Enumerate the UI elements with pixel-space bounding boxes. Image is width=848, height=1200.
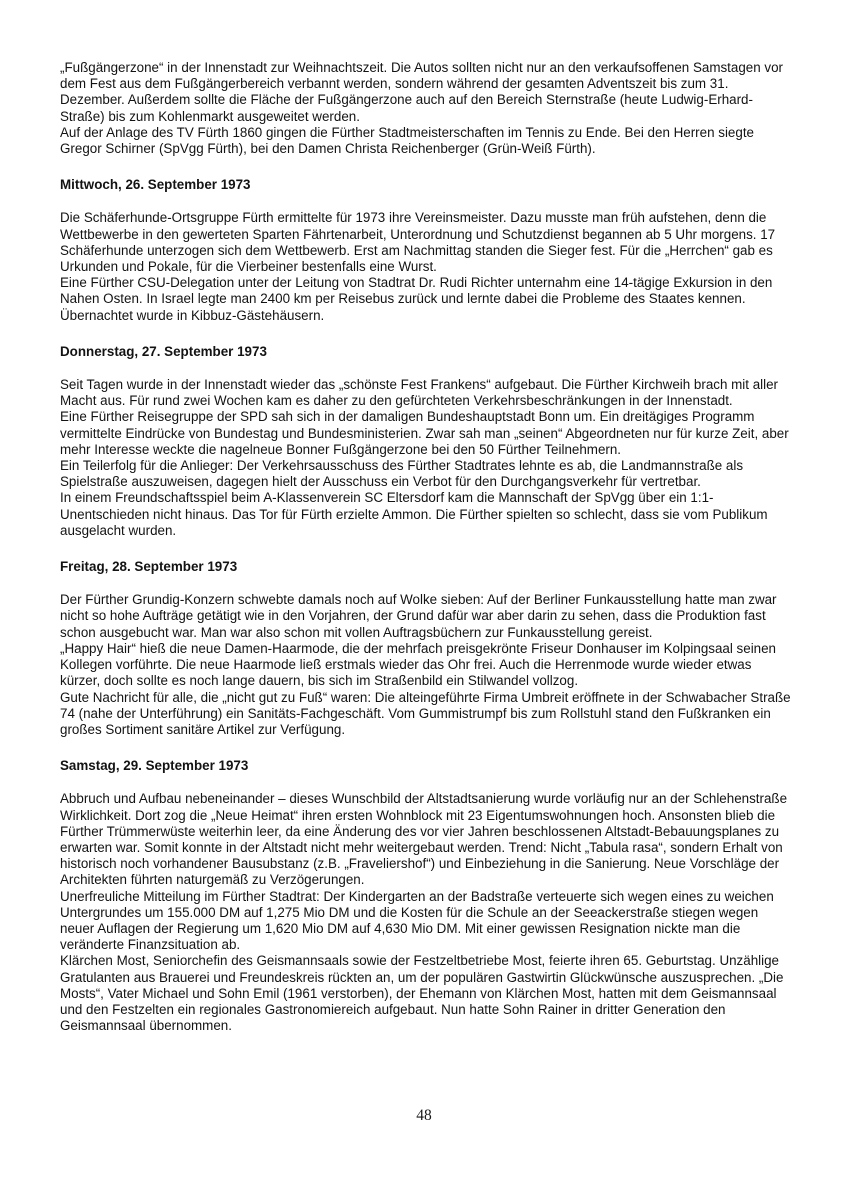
- paragraph: Eine Fürther Reisegruppe der SPD sah sich in der damaligen Bundeshauptstadt Bonn um. Ein dreitägiges Programm vermittelte Eindrücke von Bundestag und Bundesministerien. Zwar sah man „seinen“ Abgeordneten nur für kurze Zeit, aber mehr Interesse weckte die nagelneue Bonner Fußgängerzone bei den 50 Fürther Teilnehmern.: [60, 409, 789, 457]
- section-heading: Donnerstag, 27. September 1973: [60, 343, 267, 359]
- paragraph: Ein Teilerfolg für die Anlieger: Der Verkehrsausschuss des Fürther Stadtrates lehnte es ab, die Landmannstraße als Spielstraße auszuweisen, dagegen hielt der Ausschuss ein Verbot für den Durchgangsverkehr für vertretbar.: [60, 458, 744, 490]
- section-heading: Freitag, 28. September 1973: [60, 559, 238, 575]
- paragraph: „Happy Hair“ hieß die neue Damen-Haarmode, die der mehrfach preisgekrönte Friseur Donhauser im Kolpingsaal seinen Kollegen vorführte. Die neue Haarmode ließ erstmals wieder das Ohr frei. Auch die Herrenmode wurde wieder etwas kürzer, doch sollte es noch lange dauern, bis sich im Straßenbild ein Stilwandel vollzog.: [60, 640, 777, 689]
- paragraph: Gute Nachricht für alle, die „nicht gut zu Fuß“ waren: Die alteingeführte Firma Umbreit eröffnete in der Schwabacher Straße 74 (nahe der Unterführung) ein Sanitäts-Fachgeschäft. Vom Gummistrumpf bis zum Rollstuhl stand den Fußkranken ein großes Sortiment sanitäre Artikel zur Verfügung.: [60, 689, 791, 737]
- page-body: [60, 60, 794, 1034]
- paragraph: Die Schäferhunde-Ortsgruppe Fürth ermittelte für 1973 ihre Vereinsmeister. Dazu musste man früh aufstehen, denn die Wettbewerbe in den gewerteten Sparten Fährtenarbeit, Unterordnung und Schutzdienst begannen ab 5 Uhr morgens. 17 Schäferhunde unterzogen sich dem Wettbewerb. Erst am Nachmittag standen die Sieger fest. Für die „Herrchen“ gab es Urkunden und Pokale, für die Vierbeiner bestenfalls eine Wurst.: [60, 210, 776, 275]
- section-heading: Mittwoch, 26. September 1973: [60, 177, 251, 193]
- paragraph: Auf der Anlage des TV Fürth 1860 gingen die Fürther Stadtmeisterschaften im Tennis zu Ende. Bei den Herren siegte Gregor Schirner (SpVgg Fürth), bei den Damen Christa Reichenberger (Grün-Weiß Fürth).: [60, 124, 754, 157]
- paragraph: Der Fürther Grundig-Konzern schwebte damals noch auf Wolke sieben: Auf der Berliner Funkausstellung hatte man zwar nicht so hohe Aufträge getätigt wie in den Vorjahren, der Grund dafür war aber darin zu sehen, dass die Produktion fast schon ausgebucht war. Man war also schon mit vollen Auftragsbüchern zur Funkausstellung gereist.: [60, 592, 777, 640]
- paragraph: Seit Tagen wurde in der Innenstadt wieder das „schönste Fest Frankens“ aufgebaut. Die Fürther Kirchweih brach mit aller Macht aus. Für rund zwei Wochen kam es daher zu den gefürchteten Verkehrsbeschränkungen in der Innenstadt.: [60, 377, 778, 409]
- paragraph: Unerfreuliche Mitteilung im Fürther Stadtrat: Der Kindergarten an der Badstraße verteuerte sich wegen eines zu weichen Untergrundes um 155.000 DM auf 1,275 Mio DM und die Kosten für die Schule an der Seeackerstraße stiegen wegen neuer Auflagen der Regierung um 1,620 Mio DM auf 4,630 Mio DM. Mit einer gewissen Resignation nickte man die veränderte Finanzsituation ab.: [60, 888, 774, 953]
- paragraph: Klärchen Most, Seniorchefin des Geismannsaals sowie der Festzeltbetriebe Most, feierte ihren 65. Geburtstag. Unzählige Gratulanten aus Brauerei und Freundeskreis rückten an, um der populären Gastwirtin Glückwünsche auszusprechen. „Die Mosts“, Vater Michael und Sohn Emil (1961 verstorben), der Ehemann von Klärchen Most, hatten mit dem Geismannsaal und den Festzelten ein regionales Gastronomiereich aufgebaut. Nun hatte Sohn Rainer in dritter Generation den Geismannsaal übernommen.: [60, 953, 784, 1034]
- page-number: 48: [416, 1107, 432, 1124]
- paragraph: „Fußgängerzone“ in der Innenstadt zur Weihnachtszeit. Die Autos sollten nicht nur an den verkaufsoffenen Samstagen vor dem Fest aus dem Fußgängerbereich verbannt werden, sondern während der gesamten Adventszeit bis zum 31. Dezember. Außerdem sollte die Fläche der Fußgängerzone auch auf den Bereich Sternstraße (heute Ludwig-Erhard-Straße) bis zum Kohlenmarkt ausgeweitet werden.: [60, 60, 784, 124]
- paragraph: In einem Freundschaftsspiel beim A-Klassenverein SC Eltersdorf kam die Mannschaft der SpVgg über ein 1:1-Unentschieden nicht hinaus. Das Tor für Fürth erzielte Ammon. Die Fürther spielten so schlecht, dass sie vom Publikum ausgelacht wurden.: [60, 490, 768, 538]
- paragraph: Eine Fürther CSU-Delegation unter der Leitung von Stadtrat Dr. Rudi Richter unternahm eine 14-tägige Exkursion in den Nahen Osten. In Israel legte man 2400 km per Reisebus zurück und lernte dabei die Probleme des Staates kennen. Übernachtet wurde in Kibbuz-Gästehäusern.: [60, 275, 773, 323]
- paragraph: Abbruch und Aufbau nebeneinander – dieses Wunschbild der Altstadtsanierung wurde vorläufig nur an der Schlehenstraße Wirklichkeit. Dort zog die „Neue Heimat“ ihren ersten Wohnblock mit 23 Eigentumswohnungen hoch. Ansonsten blieb die Fürther Trümmerwüste weiterhin leer, da eine Änderung des vor vier Jahren beschlossenen Altstadt-Bebauungsplanes zu erwarten war. Somit konnte in der Altstadt nicht mehr weitergebaut werden. Trend: Nicht „Tabula rasa“, sondern Erhalt von historisch noch vorhandener Bausubstanz (z.B. „Fraveliershof“) und Einbeziehung in die Sanierung. Neue Vorschläge der Architekten führten naturgemäß zu Verzögerungen.: [60, 791, 788, 888]
- section-heading: Samstag, 29. September 1973: [60, 758, 249, 774]
